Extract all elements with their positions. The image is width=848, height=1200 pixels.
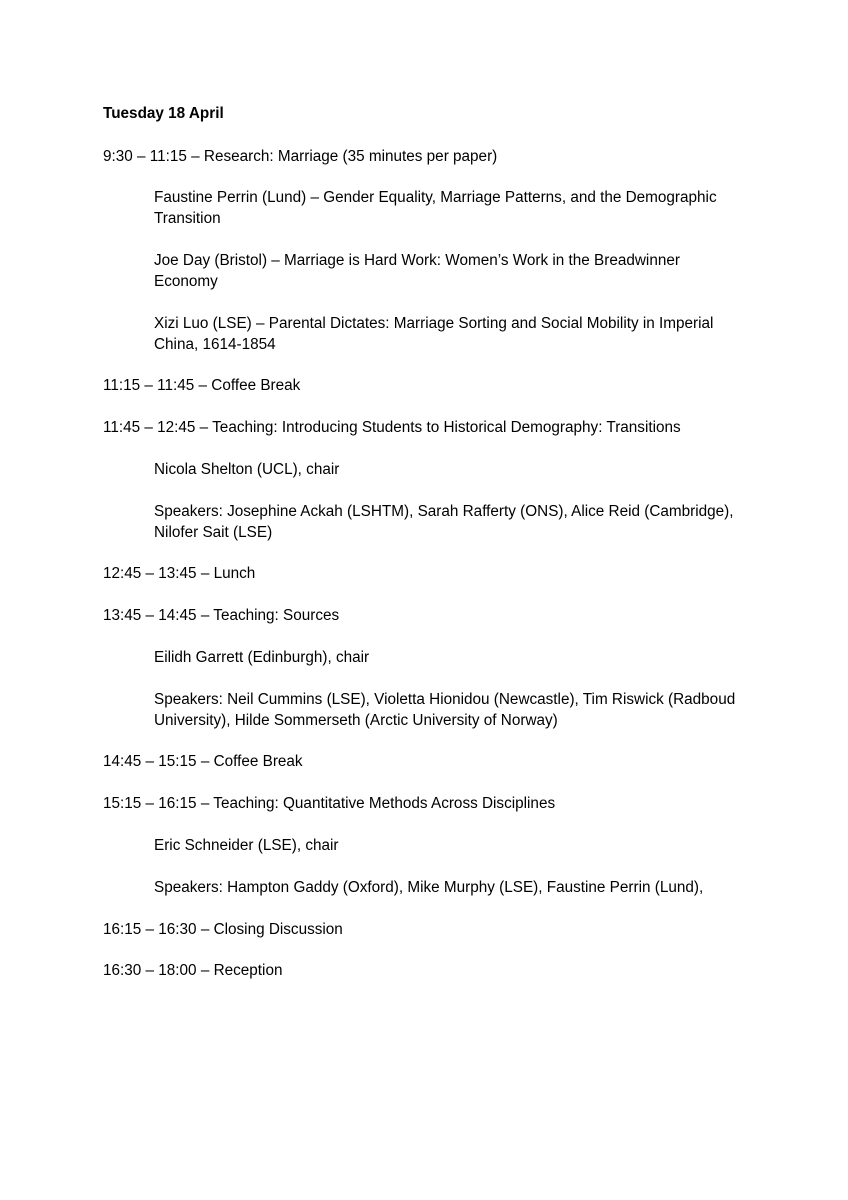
session-title: 13:45 – 14:45 – Teaching: Sources: [103, 607, 340, 624]
paper-line: Faustine Perrin (Lund) – Gender Equality, Marriage Patterns, and the Demographic: [154, 189, 717, 206]
session-title: 14:45 – 15:15 – Coffee Break: [103, 753, 303, 770]
paper-line: Transition: [154, 210, 221, 227]
paper-line: Xizi Luo (LSE) – Parental Dictates: Marriage Sorting and Social Mobility in Imperial: [154, 315, 714, 332]
paper-line: China, 1614-1854: [154, 336, 276, 353]
speakers-line: Speakers: Josephine Ackah (LSHTM), Sarah Rafferty (ONS), Alice Reid (Cambridge),: [154, 503, 734, 520]
chair-line: Nicola Shelton (UCL), chair: [154, 461, 340, 478]
session-title: 11:45 – 12:45 – Teaching: Introducing Students to Historical Demography: Transitions: [103, 419, 681, 436]
speakers-line: Nilofer Sait (LSE): [154, 524, 273, 541]
speakers-line: University), Hilde Sommerseth (Arctic University of Norway): [154, 712, 558, 729]
day-heading: Tuesday 18 April: [103, 105, 224, 122]
session-title: 11:15 – 11:45 – Coffee Break: [103, 377, 301, 394]
session-title: 12:45 – 13:45 – Lunch: [103, 565, 256, 582]
speakers-line: Speakers: Neil Cummins (LSE), Violetta Hionidou (Newcastle), Tim Riswick (Radboud: [154, 691, 736, 708]
chair-line: Eilidh Garrett (Edinburgh), chair: [154, 649, 370, 666]
speakers-line: Speakers: Hampton Gaddy (Oxford), Mike Murphy (LSE), Faustine Perrin (Lund),: [154, 879, 704, 896]
session-title: 9:30 – 11:15 – Research: Marriage (35 minutes per paper): [103, 148, 498, 165]
paper-line: Economy: [154, 273, 218, 290]
session-title: 16:30 – 18:00 – Reception: [103, 962, 283, 979]
chair-line: Eric Schneider (LSE), chair: [154, 837, 339, 854]
session-title: 16:15 – 16:30 – Closing Discussion: [103, 921, 343, 938]
session-title: 15:15 – 16:15 – Teaching: Quantitative Methods Across Disciplines: [103, 795, 556, 812]
paper-line: Joe Day (Bristol) – Marriage is Hard Work: Women’s Work in the Breadwinner: [154, 252, 680, 269]
